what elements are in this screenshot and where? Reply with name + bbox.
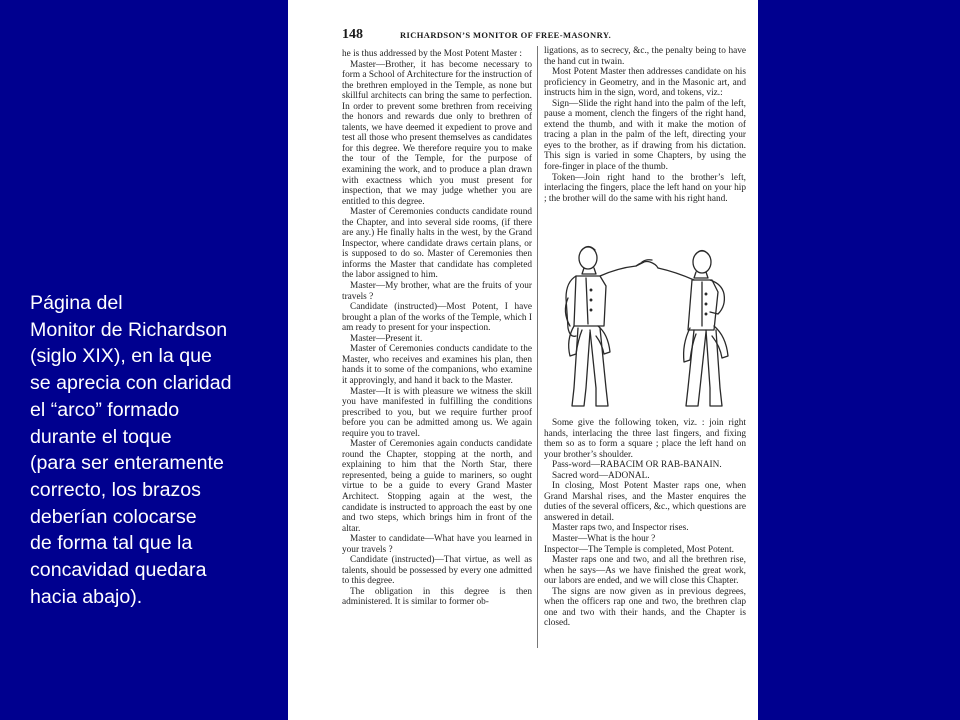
running-head: RICHARDSON’S MONITOR OF FREE-MASONRY.	[400, 30, 612, 40]
page-header	[342, 27, 744, 45]
paragraph: Some give the following token, viz. : join right hands, interlacing the three last fingers, and fixing them so as to form a square ; place the left hand on your brother’s shoulder.	[544, 418, 746, 460]
right-mason-figure	[658, 251, 728, 407]
paragraph: Master raps one and two, and all the brethren rise, when he says—As we have finished the great work, our labors are ended, and we will close this Chapter.	[544, 555, 746, 587]
left-mason-figure	[565, 247, 644, 407]
caption-line: deberían colocarse	[30, 505, 197, 528]
paragraph: Master—My brother, what are the fruits of your travels ?	[342, 281, 532, 302]
paragraph: Token—Join right hand to the brother’s left, interlacing the fingers, place the left hand on your hip ; the brother will do the same with his right hand.	[544, 172, 746, 204]
paragraph: Master of Ceremonies again conducts candidate round the Chapter, stopping at the north, and explaining to him that the North Star, there represented, being a guide to mariners, so ought virtue to be a guide to every Grand Master Architect. Stopping again at the west, the candidate is instructed to approach the east by one and two steps, which brings him in front of the altar.	[342, 439, 532, 534]
paragraph: The signs are now given as in previous degrees, when the officers rap one and two, the brethren clap one and two with their hands, and the Chapter is closed.	[544, 586, 746, 629]
right-column-top	[544, 46, 746, 204]
caption	[30, 290, 275, 610]
paragraph: Master—It is with pleasure we witness the skill you have manifested in fulfilling the conditions prescribed to you, but we require further proof before you can be admitted among us. We again require you to travel.	[342, 386, 532, 439]
right-column-bottom	[544, 418, 746, 629]
caption-line: hacia abajo).	[30, 585, 143, 608]
caption-line: Página del	[30, 292, 123, 314]
caption-line: se aprecia con claridad	[30, 372, 232, 395]
paragraph: Candidate (instructed)—Most Potent, I have brought a plan of the works of the Temple, which I am ready to present for your inspection.	[342, 302, 532, 334]
caption-line: (para ser enteramente	[30, 452, 224, 475]
paragraph: Most Potent Master then addresses candidate on his proficiency in Geometry, and in the Masonic art, and instructs him in the sign, word, and tokens, viz.:	[544, 67, 746, 99]
caption-line: correcto, los brazos	[30, 478, 201, 501]
column-divider	[537, 46, 538, 648]
paragraph: The obligation in this degree is then administered. It is similar to former ob-	[342, 586, 532, 608]
paragraph: Master of Ceremonies conducts candidate round the Chapter, and into several side rooms, (if there are any.) He finally halts in the west, by the Grand Inspector, where candidate draws certain plans, or is supposed to do so. Master of Ceremonies then informs the Master that candidate has completed the labor assigned to him.	[342, 207, 532, 281]
paragraph: In closing, Most Potent Master raps one, when Grand Marshal rises, and the Master enquires the duties of the several officers, &c., which questions are answered in detail.	[544, 481, 746, 523]
caption-line: (siglo XIX), en la que	[30, 345, 212, 368]
paragraph: Master to candidate—What have you learned in your travels ?	[342, 534, 532, 555]
paragraph: ligations, as to secrecy, &c., the penalty being to have the hand cut in twain.	[544, 46, 746, 67]
paragraph: Sacred word—ADONAL.	[552, 470, 650, 481]
joined-hands-arch	[636, 260, 658, 268]
caption-line: durante el toque	[30, 425, 172, 448]
paragraph: he is thus addressed by the Most Potent Master :	[342, 49, 522, 59]
left-column	[342, 49, 532, 608]
paragraph: Pass-word—RABACIM OR RAB-BANAIN.	[552, 460, 722, 471]
caption-line: de forma tal que la	[30, 532, 193, 555]
paragraph: Master raps two, and Inspector rises.	[552, 523, 689, 534]
paragraph: Master of Ceremonies conducts candidate to the Master, who receives and examines his plan, then hands it to some of the companions, who examine it approvingly, and hand it back to the Master.	[342, 344, 532, 386]
caption-line: el “arco” formado	[30, 398, 180, 421]
paragraph: Sign—Slide the right hand into the palm of the left, pause a moment, clench the fingers of the right hand, extend the thumb, and with it make the motion of tracing a plan in the palm of the left, directing your eyes to the brother, as if drawing from his dictation. This sign is varied in some Chapters, by using the fore-finger in place of the thumb.	[544, 98, 746, 173]
two-masons-token-illustration	[546, 238, 744, 416]
paragraph: Candidate (instructed)—That virtue, as well as talents, should be possessed by every one admitted to this degree.	[342, 555, 532, 587]
caption-line: concavidad quedara	[30, 559, 207, 582]
caption-line: Monitor de Richardson	[30, 318, 228, 341]
page-number: 148	[342, 27, 363, 42]
paragraph: Inspector—The Temple is completed, Most Potent.	[544, 544, 734, 555]
paragraph: Master—Brother, it has become necessary to form a School of Architecture for the instruction of the brethren employed in the Temple, as none but skillful architects can bring the same to perfection. In order to prevent some brethren from receiving the honors and rewards due only to brethren of talents, we have deemed it expedient to prove and test all those who present themselves as candidates for this degree. We therefore require you to make the tour of the Temple, for the purpose of examining the work, and to produce a plan drawn with exactness which you must present for inspection, that we may judge whether you are entitled to this degree.	[342, 59, 533, 207]
book-page	[288, 0, 758, 720]
paragraph: Master—What is the hour ?	[552, 534, 656, 545]
paragraph: Master—Present it.	[350, 333, 423, 344]
